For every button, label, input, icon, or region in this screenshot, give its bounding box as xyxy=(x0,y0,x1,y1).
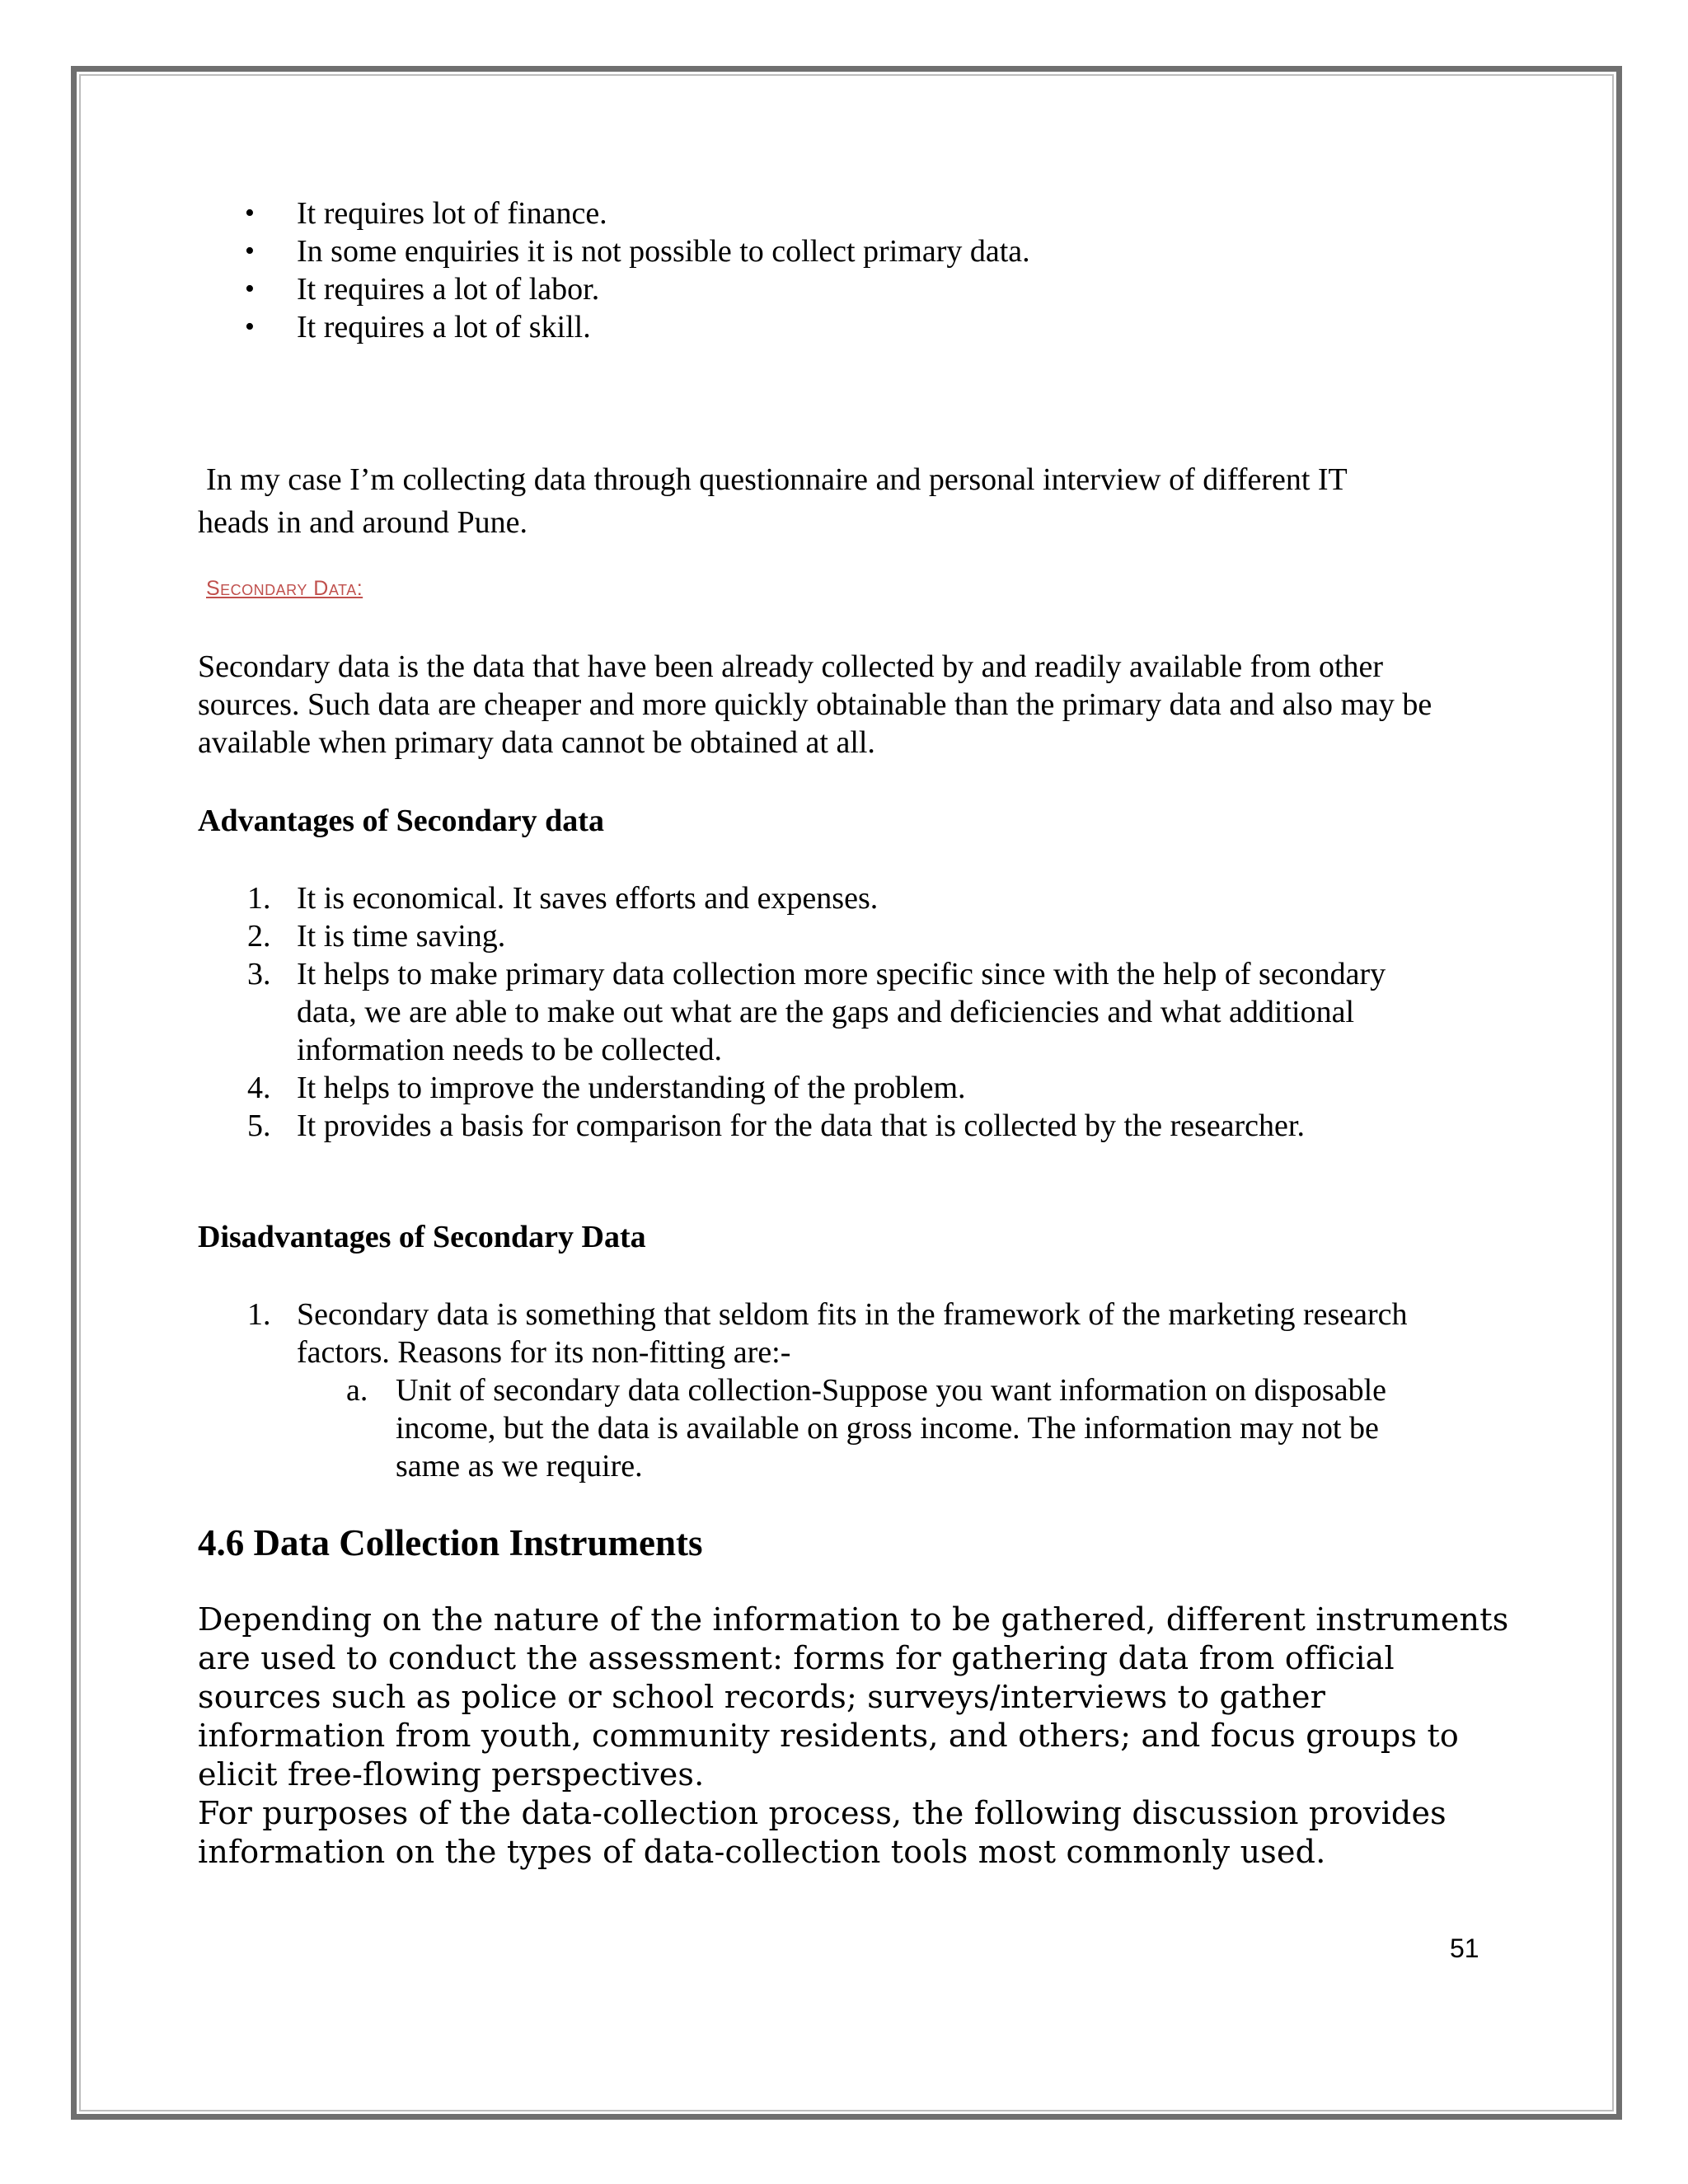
list-item-text: It helps to improve the understanding of the problem. xyxy=(297,1071,966,1105)
section-title: 4.6 Data Collection Instruments xyxy=(198,1522,703,1563)
list-item: • It requires a lot of labor. xyxy=(198,270,1030,308)
list-item xyxy=(198,1069,1484,1107)
list-item-text: It provides a basis for comparison for the data that is collected by the researcher. xyxy=(297,1108,1305,1143)
primary-disadvantages-list xyxy=(198,194,1030,346)
advantages-heading: Advantages of Secondary data xyxy=(198,804,604,838)
list-item: • It requires lot of finance. xyxy=(198,194,1030,232)
list-number: 5. xyxy=(247,1108,271,1143)
list-item xyxy=(198,879,1484,917)
list-number: 4. xyxy=(247,1071,271,1105)
list-item xyxy=(198,917,1484,955)
list-item-text: Secondary data is something that seldom fits in the framework of the marketing research factors. Reasons for its non-fitting are:- xyxy=(297,1297,1408,1370)
list-item-text: It helps to make primary data collection more specific since with the help of secondary data, we are able to make out what are the gaps and deficiencies and what additional information needs to be collected. xyxy=(297,957,1386,1067)
instruments-paragraph-1: Depending on the nature of the information to be gathered, different instruments are used to conduct the assessment: forms for gathering data from official sources such as police or school records; surveys/interviews to gather information from youth, community residents, and others; and focus groups to elicit free-flowing perspectives. xyxy=(198,1601,1509,1793)
list-number: 3. xyxy=(247,957,271,991)
list-number: 1. xyxy=(247,1297,271,1332)
disadvantages-list xyxy=(198,1296,1484,1485)
list-number: 1. xyxy=(247,881,271,916)
page-number: 51 xyxy=(1450,1933,1479,1963)
list-item-text: It is time saving. xyxy=(297,919,506,954)
list-number: 2. xyxy=(247,919,271,954)
list-item: • In some enquiries it is not possible to collect primary data. xyxy=(198,232,1030,270)
list-item xyxy=(198,955,1484,1069)
list-item xyxy=(198,1296,1484,1485)
list-item: • It requires a lot of skill. xyxy=(198,308,1030,346)
secondary-data-heading: Secondary Data: xyxy=(206,577,363,600)
list-item xyxy=(198,1107,1484,1145)
sub-list-item xyxy=(297,1371,1484,1485)
list-letter: a. xyxy=(346,1373,368,1408)
secondary-data-definition: Secondary data is the data that have been already collected by and readily available from other sources. Such data are cheaper and more quickly obtainable than the primary data and also may be available when primary data cannot be obtained at all. xyxy=(198,649,1432,760)
advantages-list xyxy=(198,879,1484,1145)
list-item-text: It is economical. It saves efforts and expenses. xyxy=(297,881,879,916)
sub-list xyxy=(297,1371,1484,1485)
intro-paragraph: In my case I’m collecting data through questionnaire and personal interview of different IT heads in and around Pune. xyxy=(198,462,1348,540)
sub-list-item-text: Unit of secondary data collection-Suppose you want information on disposable income, but the data is available on gross income. The information may not be same as we require. xyxy=(396,1373,1387,1483)
disadvantages-heading: Disadvantages of Secondary Data xyxy=(198,1220,646,1254)
instruments-paragraph-2: For purposes of the data-collection process, the following discussion provides information on the types of data-collection tools most commonly used. xyxy=(198,1795,1447,1870)
